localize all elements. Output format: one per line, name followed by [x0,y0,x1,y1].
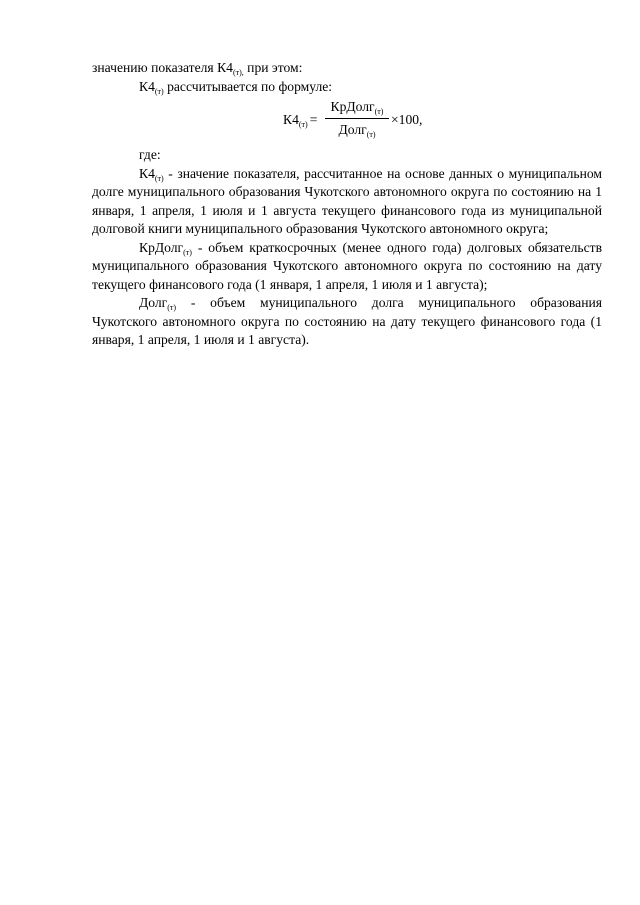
formula-numerator [325,98,389,117]
formula-denominator-term: Долг [338,121,367,137]
definition-krdolg-term: КрДолг [139,239,184,255]
definition-k4-term: К4 [139,165,155,181]
formula-denominator-subscript: (т) [366,129,376,139]
fraction-bar [325,118,389,119]
formula [92,98,602,144]
definition-k4-subscript: (т) [154,173,164,183]
formula-numerator-term: КрДолг [330,99,375,114]
definition-krdolg-subscript: (т) [183,247,192,257]
formula-denominator [325,121,389,140]
intro-line [92,59,602,78]
intro-subscript: (т), [232,68,244,77]
definition-krdolg-text: - объем краткосрочных (менее одного года) долговых обязательств муниципального образования Чукотского автономного округа по состоянию на дату текущего финансового года (1 января, 1 апреля, 1 июля и 1 августа); [92,239,602,292]
formula-lhs-term: К4 [283,112,299,127]
formula-fraction [325,98,389,139]
formula-intro-term: К4 [139,78,155,94]
definition-k4-text: - значение показателя, рассчитанное на основе данных о муниципальном долге муниципального образования Чукотского автономного округа по состоянию на 1 января, 1 апреля, 1 июля и 1 августа текущего финансового года из муниципальной долговой книги муниципального образования Чукотского автономного округа; [92,165,602,236]
intro-text: значению показателя К4 [92,60,233,75]
formula-lhs-subscript: (т) [298,120,308,129]
definition-dolg-subscript: (т) [167,303,177,312]
formula-equals: = [309,112,318,127]
where-label: где: [139,147,161,162]
definition-dolg-term: Долг [139,295,168,310]
formula-rhs: ×100, [391,112,423,127]
formula-intro-text: рассчитывается по формуле: [163,78,333,94]
definition-krdolg [92,239,602,295]
document-body [92,59,602,350]
formula-intro-subscript: (т) [154,86,164,96]
definition-k4 [92,165,602,239]
intro-tail: при этом: [243,60,303,75]
definition-dolg [92,294,602,350]
formula-numerator-subscript: (т) [374,107,384,116]
formula-lhs [283,111,319,130]
formula-intro-line [92,78,602,97]
definition-dolg-text: - объем муниципального долга муниципального образования Чукотского автономного округа по состоянию на дату текущего финансового года (1 января, 1 апреля, 1 июля и 1 августа). [92,295,602,347]
